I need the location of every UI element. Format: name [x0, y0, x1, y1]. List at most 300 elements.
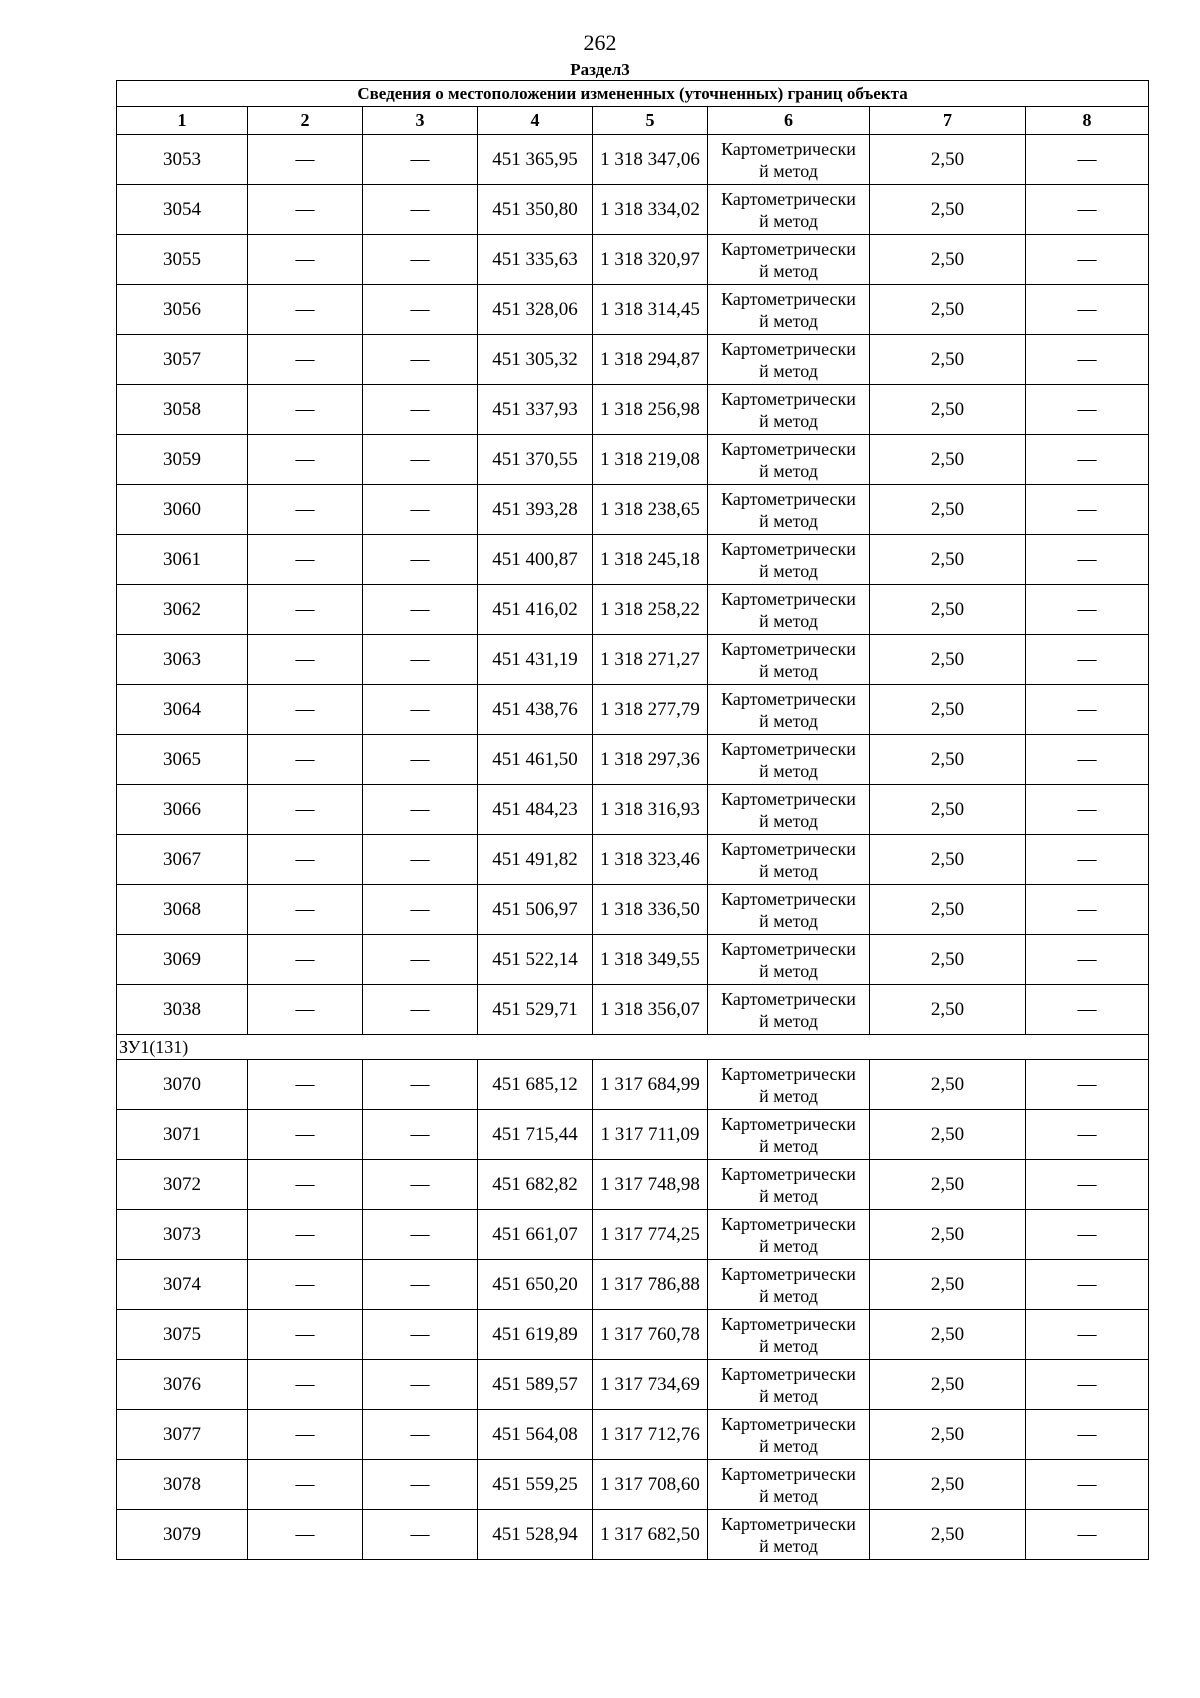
method-text-line-1: Картометрически: [721, 238, 856, 259]
accuracy-value-cell: 2,50: [870, 635, 1026, 685]
method-text-line-1: Картометрически: [721, 1513, 856, 1534]
x-coordinate-cell: 451 305,32: [478, 335, 593, 385]
method-text-line-1: Картометрически: [721, 1313, 856, 1334]
table-row: [117, 285, 1149, 335]
column-8-value-cell: —: [1026, 135, 1149, 185]
column-3-value-cell: —: [363, 1060, 478, 1110]
table-row: [117, 1410, 1149, 1460]
column-3-value-cell: —: [363, 685, 478, 735]
y-coordinate-cell: 1 317 684,99: [593, 1060, 708, 1110]
column-8-value-cell: —: [1026, 835, 1149, 885]
column-3-value-cell: —: [363, 535, 478, 585]
method-text-line-2: й метод: [759, 1010, 818, 1031]
y-coordinate-cell: 1 318 245,18: [593, 535, 708, 585]
y-coordinate-cell: 1 318 316,93: [593, 785, 708, 835]
point-number-cell: 3071: [117, 1110, 248, 1160]
method-cell: [708, 1060, 870, 1110]
x-coordinate-cell: 451 529,71: [478, 985, 593, 1035]
table-row: [117, 535, 1149, 585]
method-text-line-2: й метод: [759, 1285, 818, 1306]
method-cell: [708, 835, 870, 885]
column-number: 2: [248, 107, 363, 135]
method-text-line-1: Картометрически: [721, 588, 856, 609]
y-coordinate-cell: 1 318 314,45: [593, 285, 708, 335]
column-2-value-cell: —: [248, 385, 363, 435]
table-row: [117, 1060, 1149, 1110]
method-cell: [708, 635, 870, 685]
column-2-value-cell: —: [248, 735, 363, 785]
column-number: 5: [593, 107, 708, 135]
method-text-line-2: й метод: [759, 1185, 818, 1206]
y-coordinate-cell: 1 317 682,50: [593, 1510, 708, 1560]
column-8-value-cell: —: [1026, 285, 1149, 335]
column-2-value-cell: —: [248, 1260, 363, 1310]
x-coordinate-cell: 451 400,87: [478, 535, 593, 585]
column-8-value-cell: —: [1026, 535, 1149, 585]
y-coordinate-cell: 1 317 786,88: [593, 1260, 708, 1310]
method-cell: [708, 385, 870, 435]
point-number-cell: 3077: [117, 1410, 248, 1460]
column-2-value-cell: —: [248, 785, 363, 835]
method-text-line-1: Картометрически: [721, 888, 856, 909]
accuracy-value-cell: 2,50: [870, 835, 1026, 885]
x-coordinate-cell: 451 438,76: [478, 685, 593, 735]
table-caption: Сведения о местоположении измененных (уточненных) границ объекта: [117, 81, 1149, 107]
column-8-value-cell: —: [1026, 635, 1149, 685]
table-row: [117, 1460, 1149, 1510]
accuracy-value-cell: 2,50: [870, 485, 1026, 535]
column-2-value-cell: —: [248, 585, 363, 635]
x-coordinate-cell: 451 619,89: [478, 1310, 593, 1360]
method-text-line-2: й метод: [759, 1235, 818, 1256]
column-2-value-cell: —: [248, 185, 363, 235]
y-coordinate-cell: 1 318 334,02: [593, 185, 708, 235]
column-2-value-cell: —: [248, 1110, 363, 1160]
method-text-line-2: й метод: [759, 210, 818, 231]
method-cell: [708, 1160, 870, 1210]
method-text-line-1: Картометрически: [721, 938, 856, 959]
accuracy-value-cell: 2,50: [870, 235, 1026, 285]
column-2-value-cell: —: [248, 135, 363, 185]
column-8-value-cell: —: [1026, 385, 1149, 435]
y-coordinate-cell: 1 318 294,87: [593, 335, 708, 385]
column-3-value-cell: —: [363, 1210, 478, 1260]
method-text-line-2: й метод: [759, 1085, 818, 1106]
accuracy-value-cell: 2,50: [870, 685, 1026, 735]
method-cell: [708, 1260, 870, 1310]
y-coordinate-cell: 1 317 748,98: [593, 1160, 708, 1210]
method-text-line-2: й метод: [759, 310, 818, 331]
point-number-cell: 3075: [117, 1310, 248, 1360]
method-cell: [708, 285, 870, 335]
accuracy-value-cell: 2,50: [870, 1460, 1026, 1510]
column-3-value-cell: —: [363, 235, 478, 285]
point-number-cell: 3063: [117, 635, 248, 685]
method-text-line-2: й метод: [759, 1485, 818, 1506]
method-cell: [708, 885, 870, 935]
column-2-value-cell: —: [248, 235, 363, 285]
column-2-value-cell: —: [248, 1360, 363, 1410]
table-row: [117, 935, 1149, 985]
x-coordinate-cell: 451 559,25: [478, 1460, 593, 1510]
method-text-line-2: й метод: [759, 160, 818, 181]
method-cell: [708, 1310, 870, 1360]
column-3-value-cell: —: [363, 285, 478, 335]
method-text-line-2: й метод: [759, 760, 818, 781]
column-8-value-cell: —: [1026, 785, 1149, 835]
method-text-line-2: й метод: [759, 660, 818, 681]
y-coordinate-cell: 1 318 349,55: [593, 935, 708, 985]
point-number-cell: 3068: [117, 885, 248, 935]
column-number: 3: [363, 107, 478, 135]
x-coordinate-cell: 451 393,28: [478, 485, 593, 535]
column-3-value-cell: —: [363, 435, 478, 485]
column-number-row: [117, 107, 1149, 135]
table-row: [117, 785, 1149, 835]
column-2-value-cell: —: [248, 1160, 363, 1210]
accuracy-value-cell: 2,50: [870, 185, 1026, 235]
table-body: [117, 135, 1149, 1560]
table-row: [117, 335, 1149, 385]
x-coordinate-cell: 451 416,02: [478, 585, 593, 635]
method-text-line-2: й метод: [759, 410, 818, 431]
column-2-value-cell: —: [248, 435, 363, 485]
accuracy-value-cell: 2,50: [870, 1160, 1026, 1210]
accuracy-value-cell: 2,50: [870, 1210, 1026, 1260]
table-row: [117, 735, 1149, 785]
point-number-cell: 3076: [117, 1360, 248, 1410]
column-8-value-cell: —: [1026, 585, 1149, 635]
column-number: 7: [870, 107, 1026, 135]
point-number-cell: 3064: [117, 685, 248, 735]
column-number: 8: [1026, 107, 1149, 135]
y-coordinate-cell: 1 318 238,65: [593, 485, 708, 535]
y-coordinate-cell: 1 318 356,07: [593, 985, 708, 1035]
y-coordinate-cell: 1 317 734,69: [593, 1360, 708, 1410]
table-row: [117, 635, 1149, 685]
method-cell: [708, 1460, 870, 1510]
method-cell: [708, 585, 870, 635]
table-row: [117, 235, 1149, 285]
x-coordinate-cell: 451 522,14: [478, 935, 593, 985]
method-text-line-1: Картометрически: [721, 138, 856, 159]
x-coordinate-cell: 451 682,82: [478, 1160, 593, 1210]
column-2-value-cell: —: [248, 1210, 363, 1260]
point-number-cell: 3057: [117, 335, 248, 385]
method-text-line-1: Картометрически: [721, 188, 856, 209]
column-8-value-cell: —: [1026, 235, 1149, 285]
accuracy-value-cell: 2,50: [870, 1310, 1026, 1360]
accuracy-value-cell: 2,50: [870, 385, 1026, 435]
accuracy-value-cell: 2,50: [870, 435, 1026, 485]
column-2-value-cell: —: [248, 835, 363, 885]
method-cell: [708, 1210, 870, 1260]
x-coordinate-cell: 451 431,19: [478, 635, 593, 685]
x-coordinate-cell: 451 337,93: [478, 385, 593, 435]
method-text-line-1: Картометрически: [721, 1213, 856, 1234]
column-3-value-cell: —: [363, 585, 478, 635]
y-coordinate-cell: 1 317 760,78: [593, 1310, 708, 1360]
x-coordinate-cell: 451 328,06: [478, 285, 593, 335]
column-3-value-cell: —: [363, 335, 478, 385]
column-2-value-cell: —: [248, 485, 363, 535]
x-coordinate-cell: 451 491,82: [478, 835, 593, 885]
column-3-value-cell: —: [363, 885, 478, 935]
point-number-cell: 3061: [117, 535, 248, 585]
method-text-line-1: Картометрически: [721, 688, 856, 709]
method-text-line-1: Картометрически: [721, 738, 856, 759]
table-row: [117, 835, 1149, 885]
method-cell: [708, 1110, 870, 1160]
column-8-value-cell: —: [1026, 1110, 1149, 1160]
accuracy-value-cell: 2,50: [870, 335, 1026, 385]
method-text-line-1: Картометрически: [721, 638, 856, 659]
column-3-value-cell: —: [363, 1260, 478, 1310]
column-2-value-cell: —: [248, 885, 363, 935]
boundary-table: [116, 80, 1149, 1560]
column-3-value-cell: —: [363, 385, 478, 435]
x-coordinate-cell: 451 335,63: [478, 235, 593, 285]
point-number-cell: 3070: [117, 1060, 248, 1110]
column-8-value-cell: —: [1026, 1410, 1149, 1460]
table-row: [117, 1210, 1149, 1260]
page-number: 262: [583, 30, 617, 55]
column-3-value-cell: —: [363, 185, 478, 235]
method-text-line-1: Картометрически: [721, 538, 856, 559]
column-2-value-cell: —: [248, 685, 363, 735]
method-text-line-2: й метод: [759, 260, 818, 281]
column-3-value-cell: —: [363, 1360, 478, 1410]
column-3-value-cell: —: [363, 1460, 478, 1510]
table-row: [117, 985, 1149, 1035]
method-text-line-1: Картометрически: [721, 488, 856, 509]
x-coordinate-cell: 451 370,55: [478, 435, 593, 485]
y-coordinate-cell: 1 317 711,09: [593, 1110, 708, 1160]
x-coordinate-cell: 451 589,57: [478, 1360, 593, 1410]
x-coordinate-cell: 451 650,20: [478, 1260, 593, 1310]
method-text-line-1: Картометрически: [721, 1263, 856, 1284]
column-8-value-cell: —: [1026, 935, 1149, 985]
method-text-line-2: й метод: [759, 460, 818, 481]
column-2-value-cell: —: [248, 1460, 363, 1510]
method-cell: [708, 1410, 870, 1460]
method-cell: [708, 485, 870, 535]
point-number-cell: 3065: [117, 735, 248, 785]
method-text-line-2: й метод: [759, 560, 818, 581]
column-8-value-cell: —: [1026, 885, 1149, 935]
column-8-value-cell: —: [1026, 1460, 1149, 1510]
table-row: [117, 885, 1149, 935]
column-3-value-cell: —: [363, 485, 478, 535]
column-number: 1: [117, 107, 248, 135]
method-text-line-1: Картометрически: [721, 1163, 856, 1184]
column-8-value-cell: —: [1026, 685, 1149, 735]
method-text-line-1: Картометрически: [721, 988, 856, 1009]
accuracy-value-cell: 2,50: [870, 585, 1026, 635]
method-text-line-1: Картометрически: [721, 338, 856, 359]
column-3-value-cell: —: [363, 635, 478, 685]
method-text-line-2: й метод: [759, 1335, 818, 1356]
column-8-value-cell: —: [1026, 1160, 1149, 1210]
point-number-cell: 3038: [117, 985, 248, 1035]
accuracy-value-cell: 2,50: [870, 985, 1026, 1035]
column-2-value-cell: —: [248, 635, 363, 685]
table-row: [117, 135, 1149, 185]
method-text-line-1: Картометрически: [721, 1063, 856, 1084]
column-3-value-cell: —: [363, 785, 478, 835]
y-coordinate-cell: 1 318 258,22: [593, 585, 708, 635]
method-cell: [708, 335, 870, 385]
method-cell: [708, 235, 870, 285]
table-row: [117, 485, 1149, 535]
method-text-line-2: й метод: [759, 810, 818, 831]
column-number: 4: [478, 107, 593, 135]
x-coordinate-cell: 451 461,50: [478, 735, 593, 785]
column-2-value-cell: —: [248, 335, 363, 385]
method-cell: [708, 185, 870, 235]
y-coordinate-cell: 1 318 256,98: [593, 385, 708, 435]
method-text-line-1: Картометрически: [721, 1413, 856, 1434]
method-text-line-2: й метод: [759, 860, 818, 881]
method-cell: [708, 785, 870, 835]
method-text-line-1: Картометрически: [721, 788, 856, 809]
x-coordinate-cell: 451 564,08: [478, 1410, 593, 1460]
accuracy-value-cell: 2,50: [870, 1110, 1026, 1160]
column-3-value-cell: —: [363, 835, 478, 885]
accuracy-value-cell: 2,50: [870, 1260, 1026, 1310]
method-text-line-2: й метод: [759, 1135, 818, 1156]
method-cell: [708, 1360, 870, 1410]
column-8-value-cell: —: [1026, 1310, 1149, 1360]
column-8-value-cell: —: [1026, 1210, 1149, 1260]
method-text-line-1: Картометрически: [721, 438, 856, 459]
method-cell: [708, 735, 870, 785]
point-number-cell: 3066: [117, 785, 248, 835]
column-8-value-cell: —: [1026, 485, 1149, 535]
x-coordinate-cell: 451 506,97: [478, 885, 593, 935]
table-caption-row: [117, 81, 1149, 107]
column-3-value-cell: —: [363, 985, 478, 1035]
column-2-value-cell: —: [248, 535, 363, 585]
point-number-cell: 3073: [117, 1210, 248, 1260]
method-text-line-2: й метод: [759, 1535, 818, 1556]
table-row: [117, 435, 1149, 485]
y-coordinate-cell: 1 317 708,60: [593, 1460, 708, 1510]
accuracy-value-cell: 2,50: [870, 935, 1026, 985]
accuracy-value-cell: 2,50: [870, 885, 1026, 935]
column-2-value-cell: —: [248, 1510, 363, 1560]
point-number-cell: 3074: [117, 1260, 248, 1310]
column-2-value-cell: —: [248, 1310, 363, 1360]
method-text-line-1: Картометрически: [721, 288, 856, 309]
table-row: [117, 685, 1149, 735]
x-coordinate-cell: 451 365,95: [478, 135, 593, 185]
y-coordinate-cell: 1 318 219,08: [593, 435, 708, 485]
column-8-value-cell: —: [1026, 335, 1149, 385]
column-3-value-cell: —: [363, 1310, 478, 1360]
column-2-value-cell: —: [248, 935, 363, 985]
table-row: [117, 385, 1149, 435]
accuracy-value-cell: 2,50: [870, 535, 1026, 585]
x-coordinate-cell: 451 661,07: [478, 1210, 593, 1260]
method-text-line-2: й метод: [759, 910, 818, 931]
method-text-line-1: Картометрически: [721, 1363, 856, 1384]
method-cell: [708, 685, 870, 735]
column-3-value-cell: —: [363, 935, 478, 985]
x-coordinate-cell: 451 528,94: [478, 1510, 593, 1560]
group-label: ЗУ1(131): [117, 1035, 1149, 1060]
column-3-value-cell: —: [363, 1410, 478, 1460]
table-row: [117, 1510, 1149, 1560]
method-text-line-1: Картометрически: [721, 1463, 856, 1484]
method-text-line-2: й метод: [759, 510, 818, 531]
accuracy-value-cell: 2,50: [870, 1410, 1026, 1460]
method-text-line-1: Картометрически: [721, 388, 856, 409]
y-coordinate-cell: 1 318 277,79: [593, 685, 708, 735]
x-coordinate-cell: 451 484,23: [478, 785, 593, 835]
point-number-cell: 3054: [117, 185, 248, 235]
accuracy-value-cell: 2,50: [870, 285, 1026, 335]
accuracy-value-cell: 2,50: [870, 785, 1026, 835]
method-cell: [708, 985, 870, 1035]
point-number-cell: 3053: [117, 135, 248, 185]
table-row: [117, 1160, 1149, 1210]
point-number-cell: 3059: [117, 435, 248, 485]
method-cell: [708, 935, 870, 985]
point-number-cell: 3078: [117, 1460, 248, 1510]
y-coordinate-cell: 1 318 297,36: [593, 735, 708, 785]
method-text-line-2: й метод: [759, 960, 818, 981]
method-text-line-2: й метод: [759, 360, 818, 381]
accuracy-value-cell: 2,50: [870, 135, 1026, 185]
column-3-value-cell: —: [363, 735, 478, 785]
column-8-value-cell: —: [1026, 1510, 1149, 1560]
y-coordinate-cell: 1 318 323,46: [593, 835, 708, 885]
y-coordinate-cell: 1 318 271,27: [593, 635, 708, 685]
method-text-line-2: й метод: [759, 610, 818, 631]
column-3-value-cell: —: [363, 135, 478, 185]
column-8-value-cell: —: [1026, 1060, 1149, 1110]
method-text-line-2: й метод: [759, 710, 818, 731]
point-number-cell: 3060: [117, 485, 248, 535]
table-row: [117, 185, 1149, 235]
y-coordinate-cell: 1 318 336,50: [593, 885, 708, 935]
point-number-cell: 3079: [117, 1510, 248, 1560]
point-number-cell: 3067: [117, 835, 248, 885]
column-2-value-cell: —: [248, 1060, 363, 1110]
table-row: [117, 1110, 1149, 1160]
point-number-cell: 3072: [117, 1160, 248, 1210]
method-cell: [708, 1510, 870, 1560]
method-cell: [708, 535, 870, 585]
column-number: 6: [708, 107, 870, 135]
accuracy-value-cell: 2,50: [870, 735, 1026, 785]
table-row: [117, 585, 1149, 635]
method-text-line-2: й метод: [759, 1435, 818, 1456]
table-row: [117, 1360, 1149, 1410]
column-8-value-cell: —: [1026, 735, 1149, 785]
y-coordinate-cell: 1 318 320,97: [593, 235, 708, 285]
column-8-value-cell: —: [1026, 985, 1149, 1035]
accuracy-value-cell: 2,50: [870, 1060, 1026, 1110]
column-2-value-cell: —: [248, 285, 363, 335]
column-2-value-cell: —: [248, 1410, 363, 1460]
point-number-cell: 3062: [117, 585, 248, 635]
point-number-cell: 3055: [117, 235, 248, 285]
column-8-value-cell: —: [1026, 1360, 1149, 1410]
method-cell: [708, 435, 870, 485]
table-row: [117, 1260, 1149, 1310]
